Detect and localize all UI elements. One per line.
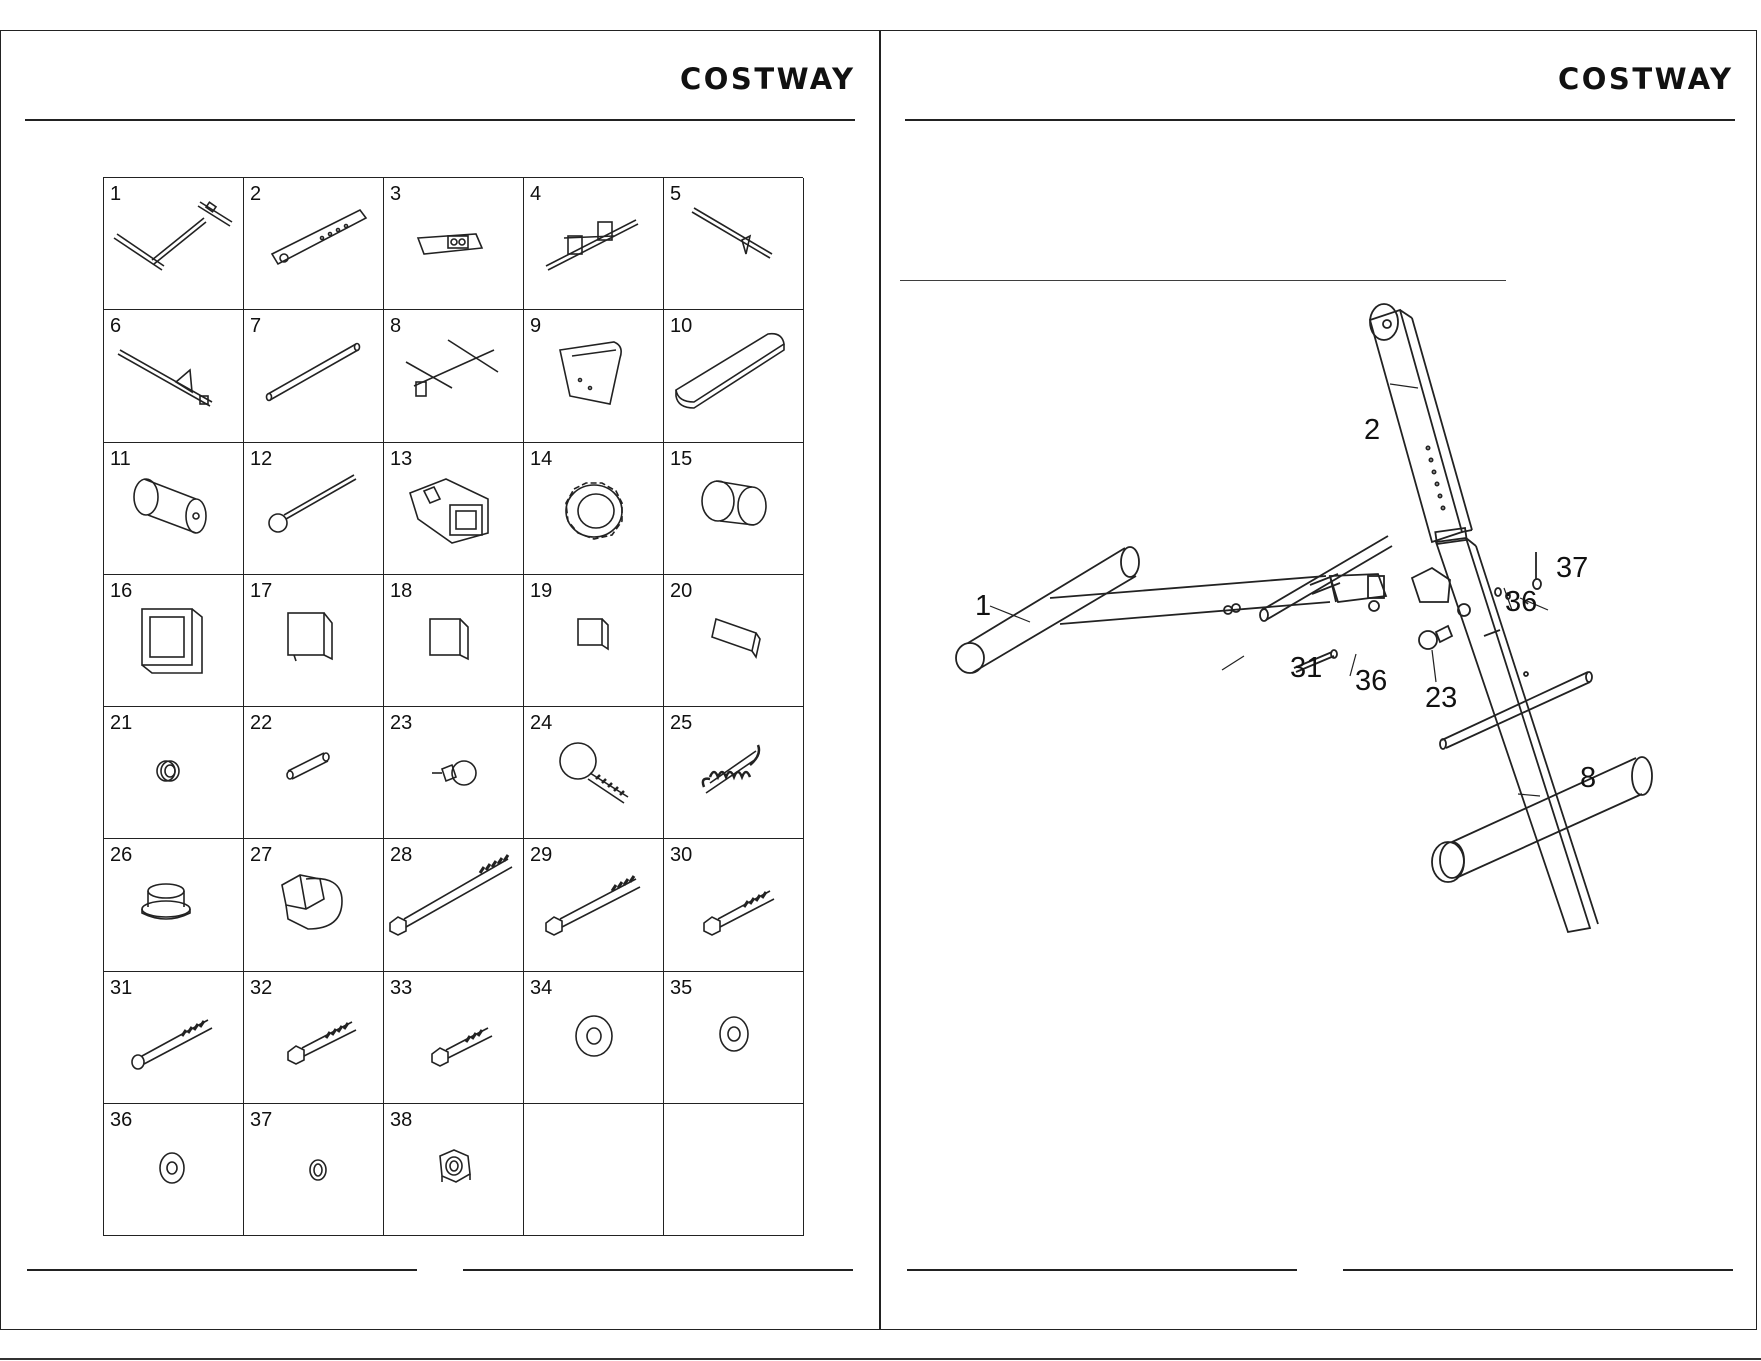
part-cell (244, 839, 384, 971)
part-cell (524, 575, 664, 707)
part-8-drawing (384, 310, 524, 442)
part-6-drawing (104, 310, 244, 442)
callout-part-8: 8 (1580, 762, 1597, 794)
part-22-drawing (244, 707, 384, 839)
part-29-drawing (524, 839, 664, 971)
part-32-drawing (244, 972, 384, 1104)
part-number: 23 (390, 712, 413, 735)
part-17-drawing (244, 575, 384, 707)
part-cell (664, 839, 804, 971)
part-cell (664, 310, 804, 442)
part-number: 22 (250, 712, 273, 735)
part-number: 37 (250, 1109, 273, 1132)
part-cell (384, 839, 524, 971)
part-number: 32 (250, 976, 273, 999)
header-rule-left (25, 119, 855, 121)
part-15-drawing (664, 443, 804, 575)
part-cell (244, 1104, 384, 1236)
part-16-drawing (104, 575, 244, 707)
part-number: 35 (670, 976, 693, 999)
part-number: 34 (530, 976, 553, 999)
part-cell (104, 839, 244, 971)
part-36-drawing (104, 1104, 244, 1236)
part-number: 24 (530, 712, 553, 735)
part-cell (104, 575, 244, 707)
part-number: 28 (390, 844, 413, 867)
part-number: 16 (110, 579, 133, 602)
part-24-drawing (524, 707, 664, 839)
assembly-diagram (900, 280, 1720, 960)
empty-cell (664, 1104, 804, 1236)
part-number: 12 (250, 447, 273, 470)
part-12-drawing (244, 443, 384, 575)
part-cell (524, 178, 664, 310)
part-cell (104, 1104, 244, 1236)
callout-part-37: 37 (1556, 552, 1589, 584)
part-number: 11 (110, 447, 131, 470)
part-number: 7 (250, 315, 262, 338)
callout-part-1: 1 (975, 590, 992, 622)
part-number: 33 (390, 976, 413, 999)
part-cell (244, 443, 384, 575)
callout-part-2: 2 (1364, 414, 1381, 446)
part-20-drawing (664, 575, 804, 707)
part-31-drawing (104, 972, 244, 1104)
part-number: 27 (250, 844, 273, 867)
part-26-drawing (104, 839, 244, 971)
part-cell (524, 972, 664, 1104)
part-cell (524, 310, 664, 442)
part-cell (384, 707, 524, 839)
part-18-drawing (384, 575, 524, 707)
part-35-drawing (664, 972, 804, 1104)
part-30-drawing (664, 839, 804, 971)
part-cell (104, 707, 244, 839)
footer-rule-left-b (463, 1269, 853, 1271)
part-19-drawing (524, 575, 664, 707)
part-cell (244, 707, 384, 839)
part-cell (524, 707, 664, 839)
part-3-drawing (384, 178, 524, 310)
bottom-edge (0, 1358, 1761, 1360)
part-number: 3 (390, 183, 402, 205)
part-cell (664, 972, 804, 1104)
part-number: 36 (110, 1109, 133, 1132)
part-34-drawing (524, 972, 664, 1104)
part-number: 10 (670, 315, 693, 338)
part-number: 30 (670, 844, 693, 867)
part-14-drawing (524, 443, 664, 575)
part-9-drawing (524, 310, 664, 442)
empty-cell (524, 1104, 664, 1236)
part-cell (664, 575, 804, 707)
part-23-drawing (384, 707, 524, 839)
part-cell (104, 178, 244, 310)
part-cell (244, 972, 384, 1104)
part-number: 18 (390, 579, 413, 602)
part-33-drawing (384, 972, 524, 1104)
part-28-drawing (384, 839, 524, 971)
page-divider (879, 30, 881, 1330)
part-number: 20 (670, 579, 693, 602)
brand-logo-right: COSTWAY (1558, 62, 1734, 96)
part-number: 25 (670, 712, 693, 735)
part-cell (104, 443, 244, 575)
part-number: 31 (110, 976, 133, 999)
part-11-drawing (104, 443, 244, 575)
part-cell (384, 178, 524, 310)
part-cell (384, 972, 524, 1104)
part-number: 4 (530, 183, 542, 205)
part-13-drawing (384, 443, 524, 575)
part-37-drawing (244, 1104, 384, 1236)
part-25-drawing (664, 707, 804, 839)
part-number: 8 (390, 315, 402, 338)
part-5-drawing (664, 178, 804, 310)
part-number: 6 (110, 315, 122, 338)
part-cell (384, 1104, 524, 1236)
part-number: 21 (110, 712, 133, 735)
part-cell (244, 575, 384, 707)
part-number: 19 (530, 579, 553, 602)
part-cell (384, 575, 524, 707)
part-38-drawing (384, 1104, 524, 1236)
part-10-drawing (664, 310, 804, 442)
part-1-drawing (104, 178, 244, 310)
part-number: 17 (250, 579, 273, 602)
part-cell (524, 839, 664, 971)
part-number: 29 (530, 844, 553, 867)
part-cell (664, 178, 804, 310)
callout-part-31: 31 (1290, 652, 1323, 684)
part-21-drawing (104, 707, 244, 839)
header-rule-right (905, 119, 1735, 121)
part-2-drawing (244, 178, 384, 310)
part-4-drawing (524, 178, 664, 310)
part-cell (664, 707, 804, 839)
part-cell (384, 310, 524, 442)
footer-rule-right-a (907, 1269, 1297, 1271)
part-cell (244, 310, 384, 442)
part-number: 13 (390, 447, 413, 470)
callout-part-36-upper: 36 (1505, 586, 1538, 618)
parts-list-grid (103, 177, 803, 1236)
footer-rule-right-b (1343, 1269, 1733, 1271)
part-number: 15 (670, 447, 693, 470)
part-7-drawing (244, 310, 384, 442)
part-cell (384, 443, 524, 575)
callout-part-23: 23 (1425, 682, 1458, 714)
brand-logo-left: COSTWAY (680, 62, 856, 96)
part-number: 38 (390, 1109, 413, 1132)
callout-part-36-lower: 36 (1355, 665, 1388, 697)
part-cell (244, 178, 384, 310)
footer-rule-left-a (27, 1269, 417, 1271)
part-number: 2 (250, 183, 262, 205)
part-number: 14 (530, 447, 553, 470)
part-cell (104, 310, 244, 442)
part-number: 9 (530, 315, 542, 338)
part-number: 5 (670, 183, 682, 205)
part-number: 26 (110, 844, 133, 867)
part-cell (664, 443, 804, 575)
part-number: 1 (110, 183, 122, 205)
part-cell (104, 972, 244, 1104)
part-27-drawing (244, 839, 384, 971)
part-cell (524, 443, 664, 575)
